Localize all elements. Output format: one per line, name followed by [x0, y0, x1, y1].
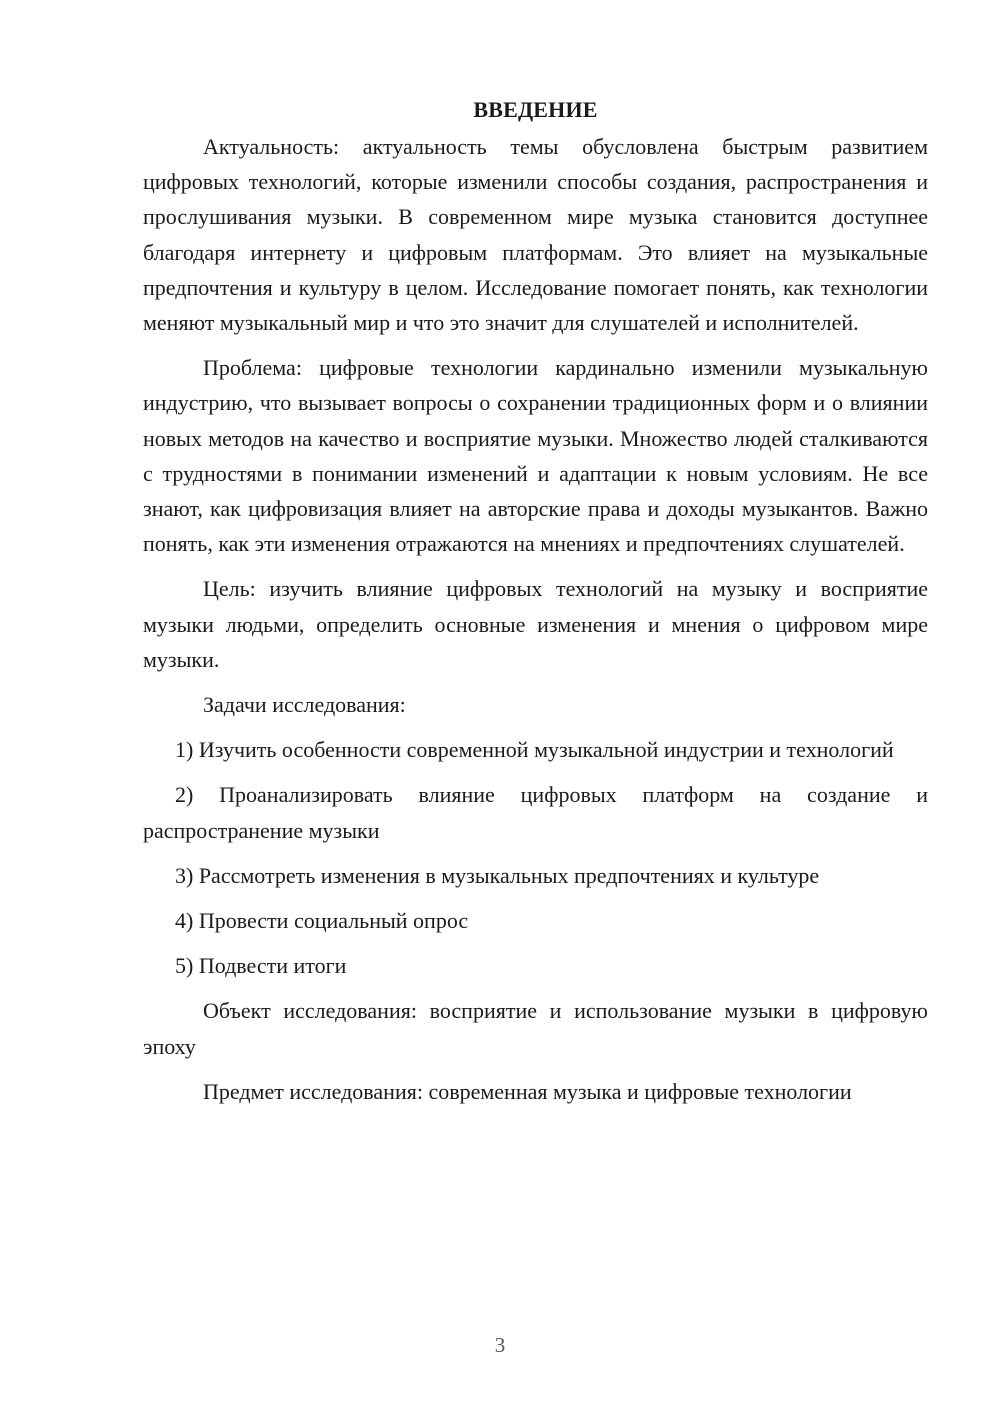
goal-paragraph: Цель: изучить влияние цифровых технологий на музыку и восприятие музыки людьми, определить основные изменения и мнения о цифровом мире музыки.	[143, 576, 928, 672]
relevance-paragraph: Актуальность: актуальность темы обусловлена быстрым развитием цифровых технологий, которые изменили способы создания, распространения и прослушивания музыки. В современном мире музыка становится доступнее благодаря интернету и цифровым платформам. Это влияет на музыкальные предпочтения и культуру в целом. Исследование помогает понять, как технологии меняют музыкальный мир и что это значит для слушателей и исполнителей.	[143, 134, 928, 336]
problem-paragraph: Проблема: цифровые технологии кардинально изменили музыкальную индустрию, что вызывает вопросы о сохранении традиционных форм и о влиянии новых методов на качество и восприятие музыки. Множество людей сталкиваются с трудностями в понимании изменений и адаптации к новым условиям. Не все знают, как цифровизация влияет на авторские права и доходы музыкантов. Важно понять, как эти изменения отражаются на мнениях и предпочтениях слушателей.	[143, 355, 928, 557]
object-paragraph: Объект исследования: восприятие и использование музыки в цифровую эпоху	[143, 998, 928, 1059]
page-number: 3	[494, 1333, 506, 1357]
document-page	[143, 92, 928, 1119]
task-item: 3) Рассмотреть изменения в музыкальных предпочтениях и культуре	[175, 862, 820, 888]
task-item: 4) Провести социальный опрос	[175, 908, 469, 934]
tasks-heading: Задачи исследования:	[203, 692, 406, 718]
page-title: ВВЕДЕНИЕ	[473, 97, 598, 122]
subject-paragraph: Предмет исследования: современная музыка и цифровые технологии	[203, 1078, 852, 1104]
task-item: 2) Проанализировать влияние цифровых платформ на создание и распространение музыки	[143, 782, 928, 843]
task-item: 5) Подвести итоги	[175, 953, 347, 979]
task-item: 1) Изучить особенности современной музыкальной индустрии и технологий	[175, 737, 894, 763]
tasks-list	[143, 732, 928, 983]
